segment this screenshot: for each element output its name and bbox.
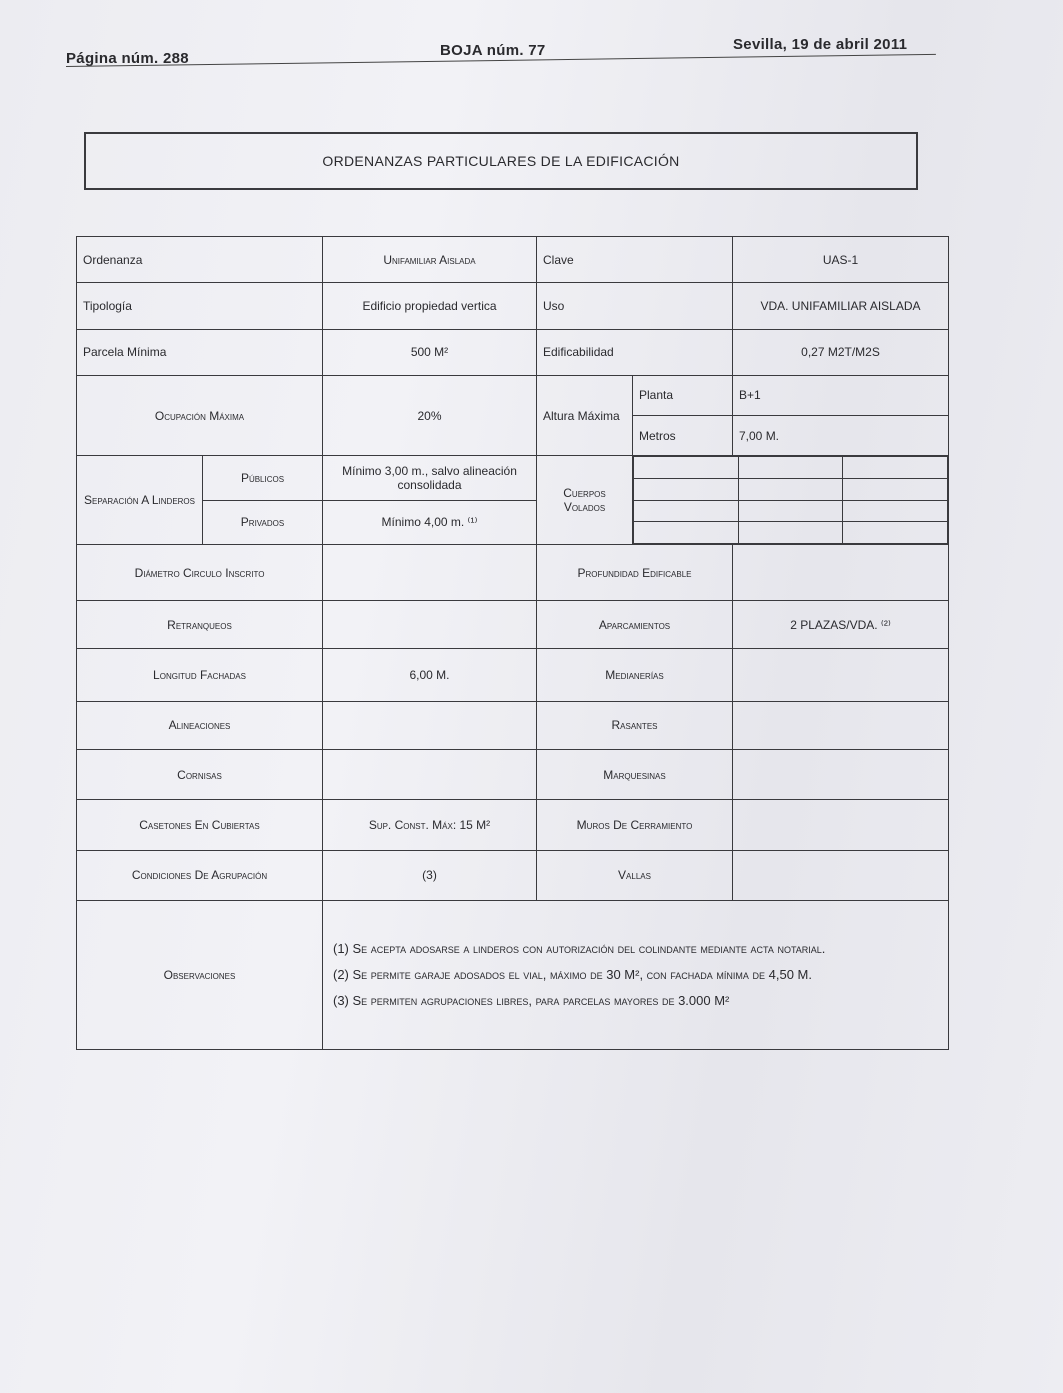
alineaciones-label: Alineaciones [77, 701, 323, 749]
aparcamientos-value: 2 PLAZAS/VDA. ⁽²⁾ [733, 601, 949, 649]
cuerpos-label: Cuerpos Volados [537, 456, 633, 545]
vallas-value [733, 850, 949, 900]
publication-date: Sevilla, 19 de abril 2011 [733, 36, 908, 53]
edificabilidad-value: 0,27 M2T/M2S [733, 329, 949, 375]
planta-label: Planta [633, 375, 733, 415]
table-row [77, 900, 949, 1049]
page-number: Página núm. 288 [66, 50, 189, 67]
metros-label: Metros [633, 416, 733, 456]
table-row [77, 329, 949, 375]
condiciones-label: Condiciones De Agrupación [77, 850, 323, 900]
edificabilidad-label: Edificabilidad [537, 329, 733, 375]
muros-value [733, 800, 949, 850]
rasantes-label: Rasantes [537, 701, 733, 749]
cuerpos-volados-empty-cells [633, 456, 948, 544]
metros-value: 7,00 M. [733, 416, 949, 456]
document-title: ORDENANZAS PARTICULARES DE LA EDIFICACIÓN [84, 132, 918, 190]
tipologia-label: Tipología [77, 283, 323, 329]
marquesinas-value [733, 750, 949, 800]
parcela-label: Parcela Mínima [77, 329, 323, 375]
table-row [77, 601, 949, 649]
table-row [77, 375, 949, 415]
bulletin-number: BOJA núm. 77 [440, 42, 546, 59]
tipologia-value: Edificio propiedad vertica [323, 283, 537, 329]
uso-value: VDA. UNIFAMILIAR AISLADA [733, 283, 949, 329]
altura-label: Altura Máxima [537, 375, 633, 455]
retranqueos-label: Retranqueos [77, 601, 323, 649]
medianerias-value [733, 649, 949, 701]
vallas-label: Vallas [537, 850, 733, 900]
privados-label: Privados [203, 500, 323, 544]
ordinance-table [76, 236, 949, 1050]
list-item: (3) Se permiten agrupaciones libres, para parcelas mayores de 3.000 M² [333, 992, 730, 1008]
longitud-label: Longitud Fachadas [77, 649, 323, 701]
list-item: (2) Se permite garaje adosados el vial, máximo de 30 M², con fachada mínima de 4,50 M. [333, 966, 812, 982]
condiciones-value: (3) [323, 850, 537, 900]
casetones-value: Sup. Const. Máx: 15 M² [323, 800, 537, 850]
observaciones-list [329, 936, 942, 1014]
table-row [77, 750, 949, 800]
cuerpos-volados-grid [633, 456, 949, 545]
table-row [77, 237, 949, 283]
uso-label: Uso [537, 283, 733, 329]
table-row [77, 544, 949, 600]
clave-value: UAS-1 [733, 237, 949, 283]
ocupacion-value: 20% [323, 375, 537, 455]
retranqueos-value [323, 601, 537, 649]
table-row [77, 649, 949, 701]
diametro-label: Diámetro Circulo Inscrito [77, 544, 323, 600]
table-row [77, 456, 949, 500]
profundidad-value [733, 544, 949, 600]
list-item: (1) Se acepta adosarse a linderos con autorización del colindante mediante acta notarial. [333, 940, 826, 956]
ocupacion-label: Ocupación Máxima [77, 375, 323, 455]
profundidad-label: Profundidad Edificable [537, 544, 733, 600]
medianerias-label: Medianerías [537, 649, 733, 701]
alineaciones-value [323, 701, 537, 749]
publicos-value: Mínimo 3,00 m., salvo alineación consolidada [323, 456, 537, 500]
ordenanza-value: Unifamiliar Aislada [323, 237, 537, 283]
table-row [77, 283, 949, 329]
cornisas-value [323, 750, 537, 800]
observaciones-label: Observaciones [77, 900, 323, 1049]
table-row [77, 850, 949, 900]
ordenanza-label: Ordenanza [77, 237, 323, 283]
aparcamientos-label: Aparcamientos [537, 601, 733, 649]
planta-value: B+1 [733, 375, 949, 415]
marquesinas-label: Marquesinas [537, 750, 733, 800]
cornisas-label: Cornisas [77, 750, 323, 800]
table-row [77, 701, 949, 749]
casetones-label: Casetones En Cubiertas [77, 800, 323, 850]
rasantes-value [733, 701, 949, 749]
diametro-value [323, 544, 537, 600]
publicos-label: Públicos [203, 456, 323, 500]
table-row [77, 800, 949, 850]
observaciones-content [323, 900, 949, 1049]
privados-value: Mínimo 4,00 m. ⁽¹⁾ [323, 500, 537, 544]
separacion-label: Separación A Linderos [77, 456, 203, 545]
parcela-value: 500 M² [323, 329, 537, 375]
longitud-value: 6,00 M. [323, 649, 537, 701]
muros-label: Muros De Cerramiento [537, 800, 733, 850]
clave-label: Clave [537, 237, 733, 283]
